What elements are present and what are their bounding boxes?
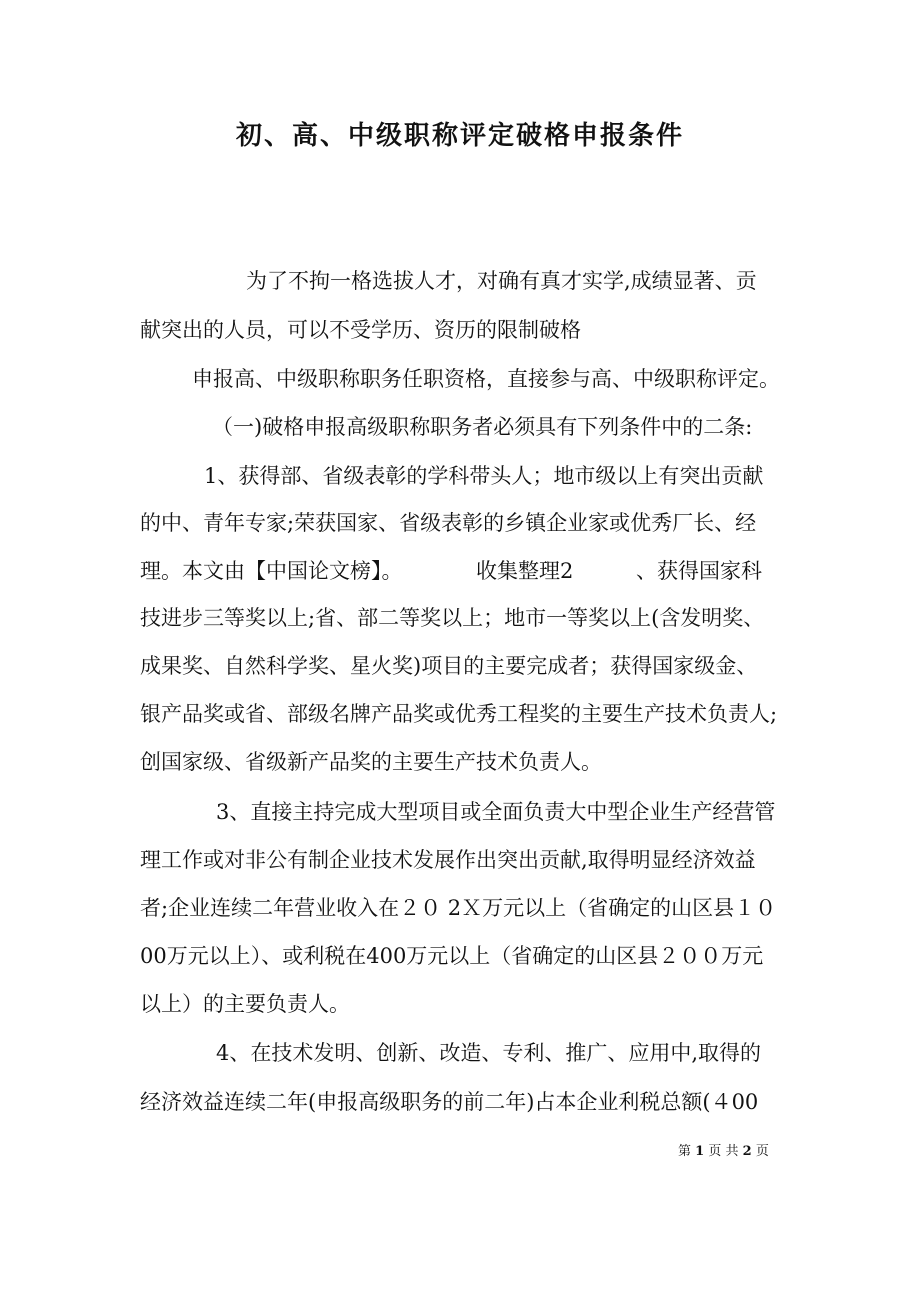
paragraph-line: 00万元以上）、或利税在400万元以上（省确定的山区县２００万元: [140, 944, 764, 968]
paragraph-line: 创国家级、省级新产品奖的主要生产技术负责人。: [140, 750, 602, 774]
paragraph-line: 、获得国家科: [636, 559, 762, 583]
paragraph-line: 理工作或对非公有制企业技术发展作出突出贡献,取得明显经济效益: [140, 848, 756, 872]
paragraph-line: （一)破格申报高级职称职务者必须具有下列条件中的二条:: [212, 415, 753, 439]
footer-suffix: 页: [755, 1144, 769, 1159]
footer-page-number: 1: [695, 1144, 705, 1159]
footer-page-total: 2: [742, 1144, 752, 1159]
paragraph-line: 献突出的人员，可以不受学历、资历的限制破格: [140, 318, 581, 342]
footer-middle: 页 共: [708, 1144, 739, 1159]
paragraph-line: 的中、青年专家;荣获国家、省级表彰的乡镇企业家或优秀厂长、经: [140, 511, 757, 535]
footer-prefix: 第: [678, 1144, 692, 1159]
paragraph-line: 以上）的主要负责人。: [140, 992, 350, 1016]
paragraph-line: 为了不拘一格选拔人才，对确有真才实学,成绩显著、贡: [246, 269, 757, 293]
paragraph-line: 经济效益连续二年(申报高级职务的前二年)占本企业利税总额(４00: [140, 1090, 759, 1114]
paragraph-line: 1、获得部、省级表彰的学科带头人；地市级以上有突出贡献: [204, 464, 764, 488]
paragraph-line: 者;企业连续二年营业收入在２０ 2Ｘ万元以上（省确定的山区县１０: [140, 896, 777, 920]
paragraph-line: 技进步三等奖以上;省、部二等奖以上；地市一等奖以上(含发明奖、: [140, 606, 765, 630]
paragraph-line: 3、直接主持完成大型项目或全面负责大中型企业生产经营管: [216, 800, 776, 824]
document-title: 初、高、中级职称评定破格申报条件: [235, 121, 684, 151]
paragraph-line: 申报高、中级职称职务任职资格，直接参与高、中级职称评定。: [192, 367, 780, 391]
paragraph-line: 收集整理2: [476, 559, 574, 583]
paragraph-line: 4、在技术发明、创新、改造、专利、推广、应用中,取得的: [216, 1041, 762, 1065]
paragraph-line: 成果奖、自然科学奖、星火奖)项目的主要完成者；获得国家级金、: [140, 654, 758, 678]
paragraph-line: 银产品奖或省、部级名牌产品奖或优秀工程奖的主要生产技术负责人;: [140, 702, 778, 726]
page-footer: [678, 1142, 769, 1162]
paragraph-line: 理。本文由【中国论文榜】。: [140, 559, 403, 583]
